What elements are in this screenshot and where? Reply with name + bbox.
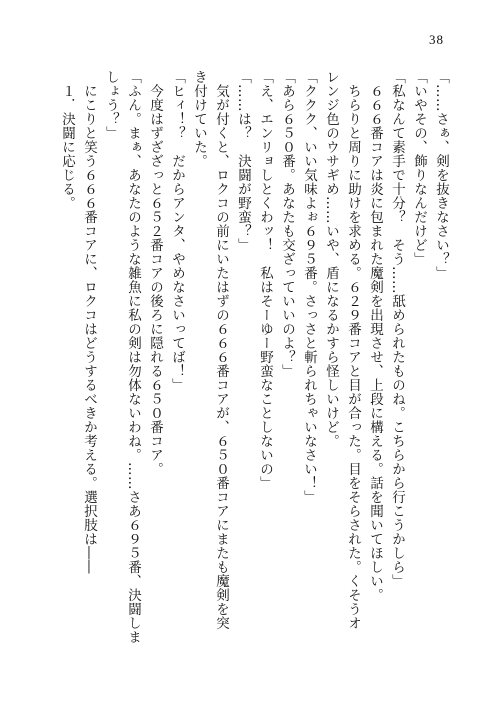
text-line: 「……さぁ、剣を抜きなさい？」 [433, 70, 449, 280]
text-line: 「私なんて素手で十分？ そう……舐められたものね。こちらから行こうかしら」 [389, 70, 405, 588]
text-line: １．決闘に応じる。 [59, 70, 75, 210]
text-line: レンジ色のウサギめ……いや、盾になるかすら怪しいけど。 [323, 70, 339, 448]
text-line: き付けていた。 [191, 70, 207, 168]
text-line: 「あら６５０番。あなたも交ざっていいのよ？」 [279, 70, 295, 378]
text-line: にこりと笑う６６６番コアに、ロクコはどうするべきか考える。選択肢は―― [81, 70, 97, 574]
page-number: 38 [429, 32, 444, 47]
text-line: ちらりと周りに助けを求める。６２９番コアと目が合った。目をそらされた。くそうオ [345, 70, 361, 630]
text-line: 「……は？ 決闘が野蛮？」 [235, 70, 251, 252]
text-line: 「え、エンリョしとくわッ！ 私はそーゆー野蛮なことしないの」 [257, 70, 273, 490]
text-line: 「ふん。まぁ、あなたのような雑魚に私の剣は勿体ないわね。……さあ６９５番、決闘しま [125, 70, 141, 644]
text-line: 気が付くと、ロクコの前にいたはずの６６６番コアが、６５０番コアにまたも魔剣を突 [213, 70, 229, 630]
text-line: 「いやその、飾りなんだけど」 [411, 70, 427, 266]
text-line: 「ヒィ！？ だからアンタ、やめなさいってば！」 [169, 70, 185, 392]
novel-text [32, 70, 452, 670]
text-line: 今度はずざざっと６５２番コアの後ろに隠れる６５０番コア。 [147, 70, 163, 476]
text-line: 「ククク、いい気味よぉ６９５番。さっさと斬られちゃいなさい！」 [301, 70, 317, 504]
text-line: しょう？」 [103, 70, 119, 140]
text-line: ６６６番コアは炎に包まれた魔剣を出現させ、上段に構える。話を聞いてほしい。 [367, 70, 383, 602]
